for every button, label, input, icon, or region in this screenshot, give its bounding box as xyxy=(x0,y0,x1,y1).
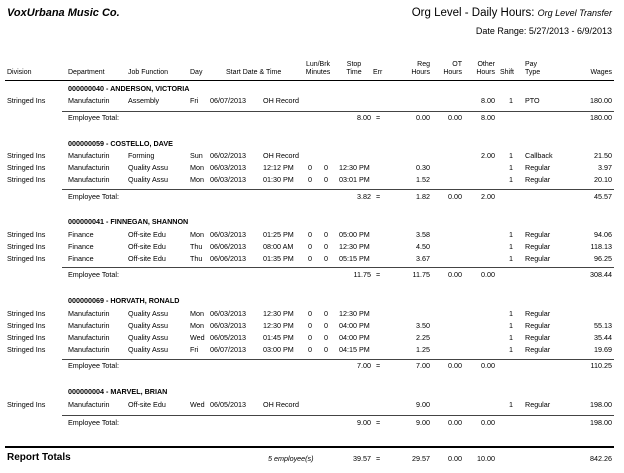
cell-time: 03:00 PM xyxy=(263,345,294,354)
cell-time: 01:45 PM xyxy=(263,333,294,342)
report-totals-eq: = xyxy=(376,454,381,463)
cell-reg: 1.25 xyxy=(416,345,430,354)
cell-shift: 1 xyxy=(509,333,513,342)
cell-division: Stringed Ins xyxy=(7,96,46,105)
cell-division: Stringed Ins xyxy=(7,242,46,251)
cell-date: 06/05/2013 xyxy=(210,333,246,342)
cell-department: Manufacturin xyxy=(68,321,110,330)
col-division: Division xyxy=(7,69,32,76)
cell-brk: 0 xyxy=(324,230,328,239)
cell-lun: 0 xyxy=(308,254,312,263)
total-other: 8.00 xyxy=(481,113,495,122)
cell-time: 01:35 PM xyxy=(263,254,294,263)
total-wages: 45.57 xyxy=(594,192,612,201)
cell-reg: 3.50 xyxy=(416,321,430,330)
col-stop-1: Stop xyxy=(346,61,362,68)
date-range-label: Date Range: xyxy=(475,26,527,36)
total-ot: 0.00 xyxy=(448,270,462,279)
cell-job: Quality Assu xyxy=(128,345,168,354)
col-shift: Shift xyxy=(500,69,515,76)
cell-department: Manufacturin xyxy=(68,400,110,409)
col-reg-2: Hours xyxy=(411,69,430,76)
cell-time: 08:00 AM xyxy=(263,242,294,251)
cell-job: Quality Assu xyxy=(128,175,168,184)
cell-pay: Regular xyxy=(525,345,551,354)
cell-division: Stringed Ins xyxy=(7,163,46,172)
report-totals-hours: 39.57 xyxy=(353,454,371,463)
company-name: VoxUrbana Music Co. xyxy=(7,7,120,19)
total-wages: 308.44 xyxy=(590,270,612,279)
cell-shift: 1 xyxy=(509,254,513,263)
total-label: Employee Total: xyxy=(68,113,120,122)
cell-reg: 3.67 xyxy=(416,254,430,263)
cell-pay: PTO xyxy=(525,96,540,105)
cell-time: 12:30 PM xyxy=(263,321,294,330)
cell-stop: 12:30 PM xyxy=(339,163,370,172)
col-ot-1: OT xyxy=(452,61,462,68)
total-divider xyxy=(62,267,614,268)
cell-date: 06/05/2013 xyxy=(210,400,246,409)
cell-date: 06/03/2013 xyxy=(210,321,246,330)
cell-reg: 3.58 xyxy=(416,230,430,239)
cell-division: Stringed Ins xyxy=(7,333,46,342)
total-other: 2.00 xyxy=(481,192,495,201)
col-other-1: Other xyxy=(477,61,495,68)
report-totals-divider xyxy=(5,446,614,448)
cell-date: 06/07/2013 xyxy=(210,96,246,105)
cell-lun: 0 xyxy=(308,242,312,251)
cell-brk: 0 xyxy=(324,175,328,184)
cell-department: Manufacturin xyxy=(68,163,110,172)
col-other-2: Hours xyxy=(476,69,495,76)
cell-stop: 04:00 PM xyxy=(339,321,370,330)
col-wages: Wages xyxy=(590,69,612,76)
cell-day: Sun xyxy=(190,151,203,160)
col-day: Day xyxy=(190,69,203,76)
cell-reg: 2.25 xyxy=(416,333,430,342)
cell-shift: 1 xyxy=(509,242,513,251)
total-wages: 180.00 xyxy=(590,113,612,122)
cell-job: Forming xyxy=(128,151,155,160)
employee-name: 000000004 - MARVEL, BRIAN xyxy=(68,387,168,396)
total-hours: 3.82 xyxy=(357,192,371,201)
cell-date: 06/03/2013 xyxy=(210,163,246,172)
cell-wages: 3.97 xyxy=(598,163,612,172)
cell-date: 06/06/2013 xyxy=(210,254,246,263)
cell-time: 01:25 PM xyxy=(263,230,294,239)
cell-lun: 0 xyxy=(308,175,312,184)
total-ot: 0.00 xyxy=(448,113,462,122)
cell-pay: Regular xyxy=(525,321,551,330)
cell-brk: 0 xyxy=(324,321,328,330)
total-divider xyxy=(62,359,614,360)
cell-time: OH Record xyxy=(263,96,299,105)
employee-name: 000000041 - FINNEGAN, SHANNON xyxy=(68,217,189,226)
col-job-function: Job Function xyxy=(128,69,169,76)
total-eq: = xyxy=(376,192,381,201)
cell-reg: 0.30 xyxy=(416,163,430,172)
total-eq: = xyxy=(376,270,381,279)
col-ot-2: Hours xyxy=(443,69,462,76)
col-reg-1: Reg xyxy=(417,61,430,68)
col-department: Department xyxy=(68,69,105,76)
cell-day: Thu xyxy=(190,242,203,251)
col-err: Err xyxy=(373,69,383,76)
cell-brk: 0 xyxy=(324,333,328,342)
cell-lun: 0 xyxy=(308,333,312,342)
cell-day: Mon xyxy=(190,175,204,184)
cell-wages: 180.00 xyxy=(590,96,612,105)
cell-wages: 20.10 xyxy=(594,175,612,184)
cell-department: Finance xyxy=(68,242,94,251)
employee-name: 000000069 - HORVATH, RONALD xyxy=(68,296,180,305)
total-label: Employee Total: xyxy=(68,270,120,279)
total-wages: 198.00 xyxy=(590,418,612,427)
cell-shift: 1 xyxy=(509,321,513,330)
total-hours: 7.00 xyxy=(357,361,371,370)
col-pay-2: Type xyxy=(525,69,541,76)
cell-shift: 1 xyxy=(509,230,513,239)
cell-reg: 9.00 xyxy=(416,400,430,409)
cell-stop: 04:15 PM xyxy=(339,345,370,354)
total-reg: 0.00 xyxy=(416,113,430,122)
cell-stop: 12:30 PM xyxy=(339,242,370,251)
cell-pay: Regular xyxy=(525,230,551,239)
cell-brk: 0 xyxy=(324,345,328,354)
cell-stop: 05:15 PM xyxy=(339,254,370,263)
cell-department: Finance xyxy=(68,254,94,263)
cell-time: OH Record xyxy=(263,400,299,409)
total-reg: 9.00 xyxy=(416,418,430,427)
cell-day: Fri xyxy=(190,345,199,354)
cell-wages: 35.44 xyxy=(594,333,612,342)
cell-time: OH Record xyxy=(263,151,299,160)
cell-shift: 1 xyxy=(509,400,513,409)
cell-department: Manufacturin xyxy=(68,151,110,160)
total-divider xyxy=(62,111,614,112)
total-wages: 110.25 xyxy=(590,361,612,370)
cell-job: Off-site Edu xyxy=(128,242,166,251)
cell-department: Manufacturin xyxy=(68,96,110,105)
cell-brk: 0 xyxy=(324,309,328,318)
report-totals-ot: 0.00 xyxy=(448,454,462,463)
cell-job: Quality Assu xyxy=(128,321,168,330)
report-totals-other: 10.00 xyxy=(477,454,495,463)
cell-division: Stringed Ins xyxy=(7,254,46,263)
total-eq: = xyxy=(376,361,381,370)
cell-brk: 0 xyxy=(324,163,328,172)
total-other: 0.00 xyxy=(481,418,495,427)
col-stop-2: Time xyxy=(346,69,362,76)
cell-date: 06/03/2013 xyxy=(210,309,246,318)
col-start: Start Date & Time xyxy=(226,69,282,76)
employee-name: 000000040 - ANDERSON, VICTORIA xyxy=(68,84,190,93)
cell-shift: 1 xyxy=(509,309,513,318)
cell-department: Manufacturin xyxy=(68,333,110,342)
cell-lun: 0 xyxy=(308,230,312,239)
cell-other: 2.00 xyxy=(481,151,495,160)
cell-shift: 1 xyxy=(509,163,513,172)
cell-pay: Regular xyxy=(525,175,551,184)
total-reg: 7.00 xyxy=(416,361,430,370)
cell-reg: 1.52 xyxy=(416,175,430,184)
cell-division: Stringed Ins xyxy=(7,230,46,239)
report-totals-reg: 29.57 xyxy=(412,454,430,463)
report-totals-employees: 5 employee(s) xyxy=(268,454,314,463)
total-eq: = xyxy=(376,418,381,427)
report-totals-label: Report Totals xyxy=(7,452,71,463)
total-label: Employee Total: xyxy=(68,418,120,427)
cell-date: 06/03/2013 xyxy=(210,230,246,239)
total-other: 0.00 xyxy=(481,361,495,370)
cell-reg: 4.50 xyxy=(416,242,430,251)
cell-job: Assembly xyxy=(128,96,160,105)
report-totals-wages: 842.26 xyxy=(590,454,612,463)
total-eq: = xyxy=(376,113,381,122)
employee-name: 000000059 - COSTELLO, DAVE xyxy=(68,139,173,148)
cell-job: Quality Assu xyxy=(128,333,168,342)
cell-division: Stringed Ins xyxy=(7,321,46,330)
cell-department: Finance xyxy=(68,230,94,239)
cell-division: Stringed Ins xyxy=(7,175,46,184)
cell-brk: 0 xyxy=(324,242,328,251)
cell-wages: 198.00 xyxy=(590,400,612,409)
cell-shift: 1 xyxy=(509,345,513,354)
cell-date: 06/07/2013 xyxy=(210,345,246,354)
total-divider xyxy=(62,189,614,190)
cell-shift: 1 xyxy=(509,175,513,184)
cell-wages: 19.69 xyxy=(594,345,612,354)
total-hours: 9.00 xyxy=(357,418,371,427)
report-title-main: Org Level - Daily Hours: xyxy=(411,7,535,19)
cell-wages: 55.13 xyxy=(594,321,612,330)
cell-job: Off-site Edu xyxy=(128,400,166,409)
cell-wages: 96.25 xyxy=(594,254,612,263)
date-range xyxy=(476,26,612,36)
col-lunbrk-2: Minutes xyxy=(305,69,331,76)
cell-job: Off-site Edu xyxy=(128,230,166,239)
cell-pay: Regular xyxy=(525,309,551,318)
total-ot: 0.00 xyxy=(448,192,462,201)
cell-stop: 12:30 PM xyxy=(339,309,370,318)
cell-pay: Callback xyxy=(525,151,553,160)
cell-pay: Regular xyxy=(525,242,551,251)
cell-department: Manufacturin xyxy=(68,345,110,354)
cell-lun: 0 xyxy=(308,345,312,354)
cell-lun: 0 xyxy=(308,163,312,172)
cell-shift: 1 xyxy=(509,151,513,160)
cell-pay: Regular xyxy=(525,163,551,172)
cell-lun: 0 xyxy=(308,321,312,330)
cell-date: 06/03/2013 xyxy=(210,175,246,184)
report-title xyxy=(412,7,612,19)
date-range-value: 5/27/2013 - 6/9/2013 xyxy=(528,26,612,36)
cell-brk: 0 xyxy=(324,254,328,263)
col-lunbrk-1: Lun/Brk xyxy=(305,61,331,68)
cell-wages: 21.50 xyxy=(594,151,612,160)
cell-division: Stringed Ins xyxy=(7,151,46,160)
cell-job: Quality Assu xyxy=(128,163,168,172)
cell-stop: 04:00 PM xyxy=(339,333,370,342)
total-divider xyxy=(62,415,614,416)
total-hours: 8.00 xyxy=(357,113,371,122)
cell-time: 12:12 PM xyxy=(263,163,294,172)
cell-shift: 1 xyxy=(509,96,513,105)
total-ot: 0.00 xyxy=(448,361,462,370)
cell-division: Stringed Ins xyxy=(7,345,46,354)
cell-division: Stringed Ins xyxy=(7,400,46,409)
cell-day: Thu xyxy=(190,254,203,263)
cell-pay: Regular xyxy=(525,333,551,342)
report-title-sub: Org Level Transfer xyxy=(537,8,612,18)
cell-job: Quality Assu xyxy=(128,309,168,318)
cell-stop: 03:01 PM xyxy=(339,175,370,184)
cell-day: Mon xyxy=(190,321,204,330)
cell-day: Mon xyxy=(190,230,204,239)
cell-job: Off-site Edu xyxy=(128,254,166,263)
cell-department: Manufacturin xyxy=(68,309,110,318)
cell-department: Manufacturin xyxy=(68,175,110,184)
cell-wages: 94.06 xyxy=(594,230,612,239)
cell-lun: 0 xyxy=(308,309,312,318)
total-hours: 11.75 xyxy=(353,270,371,279)
cell-day: Wed xyxy=(190,333,205,342)
header-divider xyxy=(5,80,614,81)
cell-time: 12:30 PM xyxy=(263,309,294,318)
cell-pay: Regular xyxy=(525,400,551,409)
total-label: Employee Total: xyxy=(68,192,120,201)
total-label: Employee Total: xyxy=(68,361,120,370)
cell-other: 8.00 xyxy=(481,96,495,105)
cell-day: Mon xyxy=(190,163,204,172)
cell-stop: 05:00 PM xyxy=(339,230,370,239)
cell-wages: 118.13 xyxy=(590,242,612,251)
cell-day: Wed xyxy=(190,400,205,409)
total-ot: 0.00 xyxy=(448,418,462,427)
cell-day: Mon xyxy=(190,309,204,318)
cell-division: Stringed Ins xyxy=(7,309,46,318)
total-other: 0.00 xyxy=(481,270,495,279)
cell-pay: Regular xyxy=(525,254,551,263)
total-reg: 1.82 xyxy=(416,192,430,201)
col-pay-1: Pay xyxy=(525,61,538,68)
total-reg: 11.75 xyxy=(412,270,430,279)
cell-time: 01:30 PM xyxy=(263,175,294,184)
cell-date: 06/02/2013 xyxy=(210,151,246,160)
cell-date: 06/06/2013 xyxy=(210,242,246,251)
cell-day: Fri xyxy=(190,96,199,105)
